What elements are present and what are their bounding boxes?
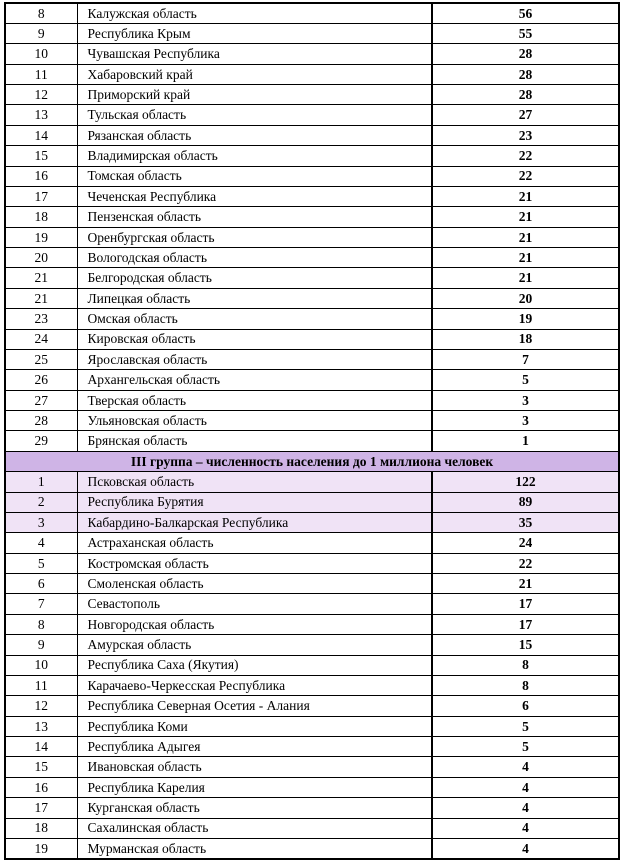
- table-row: [5, 798, 619, 818]
- value-cell: 35: [432, 512, 619, 532]
- value-cell: 1: [432, 431, 619, 451]
- value-cell: 22: [432, 146, 619, 166]
- value-cell: 8: [432, 675, 619, 695]
- value-cell: 28: [432, 44, 619, 64]
- table-row: [5, 125, 619, 145]
- region-name-cell: Карачаево-Черкесская Республика: [77, 675, 432, 695]
- value-cell: 122: [432, 472, 619, 492]
- value-cell: 4: [432, 777, 619, 797]
- region-name-cell: Астраханская область: [77, 533, 432, 553]
- value-cell: 89: [432, 492, 619, 512]
- table-row: [5, 288, 619, 308]
- table-row: [5, 533, 619, 553]
- table-row: [5, 614, 619, 634]
- table-row: [5, 696, 619, 716]
- region-name-cell: Костромская область: [77, 553, 432, 573]
- table-row: [5, 166, 619, 186]
- row-number-cell: 1: [5, 472, 77, 492]
- region-name-cell: Новгородская область: [77, 614, 432, 634]
- value-cell: 5: [432, 370, 619, 390]
- row-number-cell: 17: [5, 798, 77, 818]
- table-row: [5, 146, 619, 166]
- table-row: [5, 737, 619, 757]
- value-cell: 4: [432, 818, 619, 838]
- table-row: [5, 777, 619, 797]
- row-number-cell: 8: [5, 3, 77, 23]
- region-name-cell: Кировская область: [77, 329, 432, 349]
- value-cell: 22: [432, 553, 619, 573]
- table-row: [5, 105, 619, 125]
- region-name-cell: Сахалинская область: [77, 818, 432, 838]
- row-number-cell: 21: [5, 268, 77, 288]
- region-name-cell: Брянская область: [77, 431, 432, 451]
- region-name-cell: Пензенская область: [77, 207, 432, 227]
- region-name-cell: Республика Адыгея: [77, 737, 432, 757]
- row-number-cell: 27: [5, 390, 77, 410]
- table-row: [5, 85, 619, 105]
- table-row: [5, 309, 619, 329]
- table-row: [5, 329, 619, 349]
- table-row: [5, 23, 619, 43]
- value-cell: 17: [432, 614, 619, 634]
- region-name-cell: Республика Крым: [77, 23, 432, 43]
- table-row: [5, 44, 619, 64]
- row-number-cell: 5: [5, 553, 77, 573]
- row-number-cell: 29: [5, 431, 77, 451]
- region-name-cell: Смоленская область: [77, 574, 432, 594]
- row-number-cell: 16: [5, 166, 77, 186]
- row-number-cell: 16: [5, 777, 77, 797]
- region-name-cell: Севастополь: [77, 594, 432, 614]
- table-row: [5, 492, 619, 512]
- row-number-cell: 13: [5, 105, 77, 125]
- row-number-cell: 15: [5, 757, 77, 777]
- value-cell: 4: [432, 838, 619, 858]
- table-row: [5, 472, 619, 492]
- row-number-cell: 25: [5, 349, 77, 369]
- table-row: [5, 64, 619, 84]
- table-row: [5, 268, 619, 288]
- value-cell: 55: [432, 23, 619, 43]
- row-number-cell: 28: [5, 411, 77, 431]
- value-cell: 21: [432, 227, 619, 247]
- row-number-cell: 8: [5, 614, 77, 634]
- region-name-cell: Владимирская область: [77, 146, 432, 166]
- table-row: [5, 390, 619, 410]
- table-row: [5, 757, 619, 777]
- row-number-cell: 14: [5, 125, 77, 145]
- table-row: [5, 594, 619, 614]
- region-name-cell: Республика Саха (Якутия): [77, 655, 432, 675]
- region-name-cell: Амурская область: [77, 635, 432, 655]
- value-cell: 56: [432, 3, 619, 23]
- row-number-cell: 23: [5, 309, 77, 329]
- table-row: [5, 370, 619, 390]
- region-name-cell: Ярославская область: [77, 349, 432, 369]
- region-name-cell: Белгородская область: [77, 268, 432, 288]
- row-number-cell: 18: [5, 207, 77, 227]
- row-number-cell: 10: [5, 44, 77, 64]
- regions-table: [4, 2, 620, 860]
- table-row: [5, 207, 619, 227]
- region-name-cell: Тверская область: [77, 390, 432, 410]
- table-row: [5, 655, 619, 675]
- group-header-label: III группа – численность населения до 1 миллиона человек: [5, 451, 619, 471]
- region-name-cell: Мурманская область: [77, 838, 432, 858]
- row-number-cell: 12: [5, 85, 77, 105]
- value-cell: 21: [432, 186, 619, 206]
- row-number-cell: 12: [5, 696, 77, 716]
- row-number-cell: 11: [5, 675, 77, 695]
- region-name-cell: Приморский край: [77, 85, 432, 105]
- region-name-cell: Хабаровский край: [77, 64, 432, 84]
- table-row: [5, 838, 619, 858]
- table-row: [5, 716, 619, 736]
- table-row: [5, 411, 619, 431]
- value-cell: 3: [432, 390, 619, 410]
- row-number-cell: 21: [5, 288, 77, 308]
- value-cell: 6: [432, 696, 619, 716]
- table-row: [5, 635, 619, 655]
- row-number-cell: 10: [5, 655, 77, 675]
- region-name-cell: Чеченская Республика: [77, 186, 432, 206]
- value-cell: 28: [432, 64, 619, 84]
- value-cell: 21: [432, 207, 619, 227]
- value-cell: 5: [432, 737, 619, 757]
- value-cell: 28: [432, 85, 619, 105]
- row-number-cell: 19: [5, 838, 77, 858]
- value-cell: 21: [432, 248, 619, 268]
- value-cell: 23: [432, 125, 619, 145]
- row-number-cell: 11: [5, 64, 77, 84]
- table-row: [5, 818, 619, 838]
- region-name-cell: Чувашская Республика: [77, 44, 432, 64]
- row-number-cell: 3: [5, 512, 77, 532]
- value-cell: 20: [432, 288, 619, 308]
- regions-table-body: [5, 3, 619, 859]
- row-number-cell: 7: [5, 594, 77, 614]
- region-name-cell: Вологодская область: [77, 248, 432, 268]
- row-number-cell: 17: [5, 186, 77, 206]
- region-name-cell: Рязанская область: [77, 125, 432, 145]
- row-number-cell: 6: [5, 574, 77, 594]
- value-cell: 18: [432, 329, 619, 349]
- region-name-cell: Кабардино-Балкарская Республика: [77, 512, 432, 532]
- row-number-cell: 4: [5, 533, 77, 553]
- table-row: [5, 574, 619, 594]
- value-cell: 21: [432, 268, 619, 288]
- table-row: [5, 431, 619, 451]
- group-header-row: [5, 451, 619, 471]
- value-cell: 24: [432, 533, 619, 553]
- row-number-cell: 26: [5, 370, 77, 390]
- value-cell: 22: [432, 166, 619, 186]
- table-row: [5, 512, 619, 532]
- region-name-cell: Республика Коми: [77, 716, 432, 736]
- value-cell: 21: [432, 574, 619, 594]
- region-name-cell: Ивановская область: [77, 757, 432, 777]
- value-cell: 8: [432, 655, 619, 675]
- value-cell: 17: [432, 594, 619, 614]
- table-row: [5, 248, 619, 268]
- row-number-cell: 18: [5, 818, 77, 838]
- region-name-cell: Псковская область: [77, 472, 432, 492]
- value-cell: 3: [432, 411, 619, 431]
- row-number-cell: 2: [5, 492, 77, 512]
- region-name-cell: Омская область: [77, 309, 432, 329]
- row-number-cell: 14: [5, 737, 77, 757]
- table-row: [5, 553, 619, 573]
- region-name-cell: Тульская область: [77, 105, 432, 125]
- row-number-cell: 9: [5, 23, 77, 43]
- region-name-cell: Липецкая область: [77, 288, 432, 308]
- value-cell: 15: [432, 635, 619, 655]
- table-row: [5, 675, 619, 695]
- value-cell: 4: [432, 798, 619, 818]
- region-name-cell: Курганская область: [77, 798, 432, 818]
- row-number-cell: 20: [5, 248, 77, 268]
- value-cell: 27: [432, 105, 619, 125]
- region-name-cell: Республика Бурятия: [77, 492, 432, 512]
- region-name-cell: Республика Карелия: [77, 777, 432, 797]
- region-name-cell: Республика Северная Осетия - Алания: [77, 696, 432, 716]
- table-row: [5, 349, 619, 369]
- table-row: [5, 3, 619, 23]
- region-name-cell: Томская область: [77, 166, 432, 186]
- row-number-cell: 24: [5, 329, 77, 349]
- region-name-cell: Архангельская область: [77, 370, 432, 390]
- value-cell: 19: [432, 309, 619, 329]
- value-cell: 4: [432, 757, 619, 777]
- value-cell: 5: [432, 716, 619, 736]
- value-cell: 7: [432, 349, 619, 369]
- region-name-cell: Оренбургская область: [77, 227, 432, 247]
- region-name-cell: Ульяновская область: [77, 411, 432, 431]
- row-number-cell: 9: [5, 635, 77, 655]
- region-name-cell: Калужская область: [77, 3, 432, 23]
- row-number-cell: 13: [5, 716, 77, 736]
- table-row: [5, 227, 619, 247]
- row-number-cell: 19: [5, 227, 77, 247]
- table-row: [5, 186, 619, 206]
- row-number-cell: 15: [5, 146, 77, 166]
